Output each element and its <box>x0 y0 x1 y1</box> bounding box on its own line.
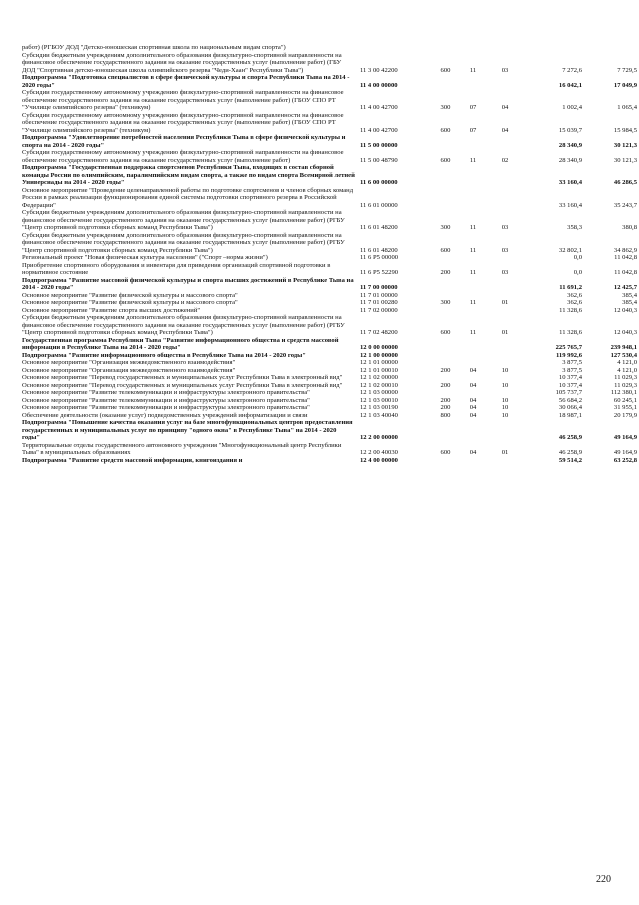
cell-v2: 34 862,9 <box>613 246 637 254</box>
cell-name: Основное мероприятие "Развитие физической культуры и массового спорта" <box>22 299 238 306</box>
cell-v1: 358,3 <box>567 224 582 231</box>
cell-rz: 11 <box>469 329 477 336</box>
cell-code: 11 7 00 00000 <box>360 284 398 291</box>
cell-name: Основное мероприятие "Организация межведомственного взаимодействия" <box>22 359 236 366</box>
cell-v1: 28 340,9 <box>558 141 582 149</box>
cell-code: 12 1 02 00000 <box>360 374 398 381</box>
cell-pr: 01 <box>501 449 509 456</box>
cell-v1: 3 877,5 <box>562 366 582 374</box>
cell-code: 11 5 00 00000 <box>360 141 398 149</box>
cell-code: 12 1 00 00000 <box>360 351 398 359</box>
budget-table <box>0 44 639 464</box>
cell-name: Подпрограмма "Развитие средств массовой информации, книгоиздания и <box>22 456 243 464</box>
cell-v2: 15 984,5 <box>613 126 637 134</box>
cell-rz: 11 <box>469 156 477 164</box>
cell-v1: 225 765,7 <box>555 344 582 351</box>
cell-v1: 10 377,4 <box>558 381 582 389</box>
cell-v1: 3 877,5 <box>562 359 582 366</box>
cell-name: Основное мероприятие "Организация межведомственного взаимодействия" <box>22 366 236 374</box>
cell-v2: 12 040,3 <box>613 329 637 336</box>
cell-name: Основное мероприятие "Развитие телекоммуникации и инфраструктуры электронного правительства" <box>22 404 310 411</box>
table-row <box>0 232 639 255</box>
table-row <box>0 457 639 465</box>
cell-v1: 56 684,2 <box>558 396 582 404</box>
table-row <box>0 164 639 187</box>
table-row <box>0 419 639 442</box>
table-row <box>0 187 639 210</box>
table-row <box>0 374 639 382</box>
table-row <box>0 352 639 360</box>
cell-code: 12 1 03 40040 <box>360 411 398 419</box>
cell-v1: 105 737,7 <box>555 389 582 396</box>
cell-name: Подпрограмма "Государственная поддержка спортсменов Республики Тыва, входящих в состав сборной команды России по олимпийским, паралимпийским видам спорта, а также по видам спорта Всемирной летней Универсиады на 2014 - 2020 годы" <box>22 164 355 186</box>
cell-v2: 30 121,3 <box>613 141 637 149</box>
cell-name: Субсидии государственному автономному учреждению физкультурно-спортивной направленности на финансовое обеспечение государственного задания на оказание государственных услуг (выполнение работ) <box>22 149 344 164</box>
cell-name: Основное мероприятие "Проведение целенаправленной работы по подготовке спортсменов и членов сборных команд России в рамках реализации функционирования единой системы подготовки спортивного резерва в Российской Федерации" <box>22 186 354 209</box>
table-row <box>0 254 639 262</box>
cell-v1: 32 802,1 <box>558 246 582 254</box>
cell-code: 11 7 02 48200 <box>360 329 398 336</box>
cell-name: Государственная программа Республики Тыва "Развитие информационного общества и средств массовой информации в Республике Тыва на 2014 - 2020 годы" <box>22 336 339 351</box>
cell-name: Подпрограмма "Подготовка специалистов в сфере физической культуры и спорта Республики Тыва на 2014 - 2020 годы" <box>22 74 350 89</box>
cell-pr: 03 <box>501 246 509 254</box>
cell-rz: 04 <box>469 411 477 419</box>
cell-name: Субсидии бюджетным учреждениям дополнительного образования физкультурно-спортивной направленности на финансовое обеспечение государственного задания на оказание государственных услуг (выполнение работ) (ГБУ ДОД "Спортивная детско-юношеская школа олимпийского резерва "Чеди-Хаан" Республики Тыва") <box>22 51 342 74</box>
table-row <box>0 367 639 375</box>
cell-name: Подпрограмма "Развитие массовой физической культуры и спорта высших достижений в Республике Тыва на 2014 - 2020 годы" <box>22 276 354 291</box>
cell-pr: 04 <box>501 126 509 134</box>
cell-name: Субсидии государственному автономному учреждению физкультурно-спортивной направленности на финансовое обеспечение государственного задания на оказание государственных услуг (выполнение работ) (ГБОУ СПО РТ "Училище олимпийского резерва" (техникум) <box>22 111 344 134</box>
cell-rz: 11 <box>469 299 477 306</box>
table-row <box>0 397 639 405</box>
cell-name: Субсидии бюджетным учреждениям дополнительного образования физкультурно-спортивной направленности на финансовое обеспечение государственного задания на оказание государственных услуг (выполнение работ) (РГБУ "Центр спортивной подготовки сборных команд Республики Тыва") <box>22 314 345 336</box>
cell-code: 11 3 00 42200 <box>360 66 398 74</box>
cell-v2: 12 425,7 <box>613 284 637 291</box>
cell-name: Основное мероприятие "Развитие физической культуры и массового спорта" <box>22 291 238 299</box>
table-row <box>0 44 639 52</box>
cell-rz: 04 <box>469 449 477 456</box>
cell-v2: 380,8 <box>622 224 637 231</box>
table-row <box>0 404 639 412</box>
cell-code: 12 1 01 00010 <box>360 366 398 374</box>
cell-vr: 300 <box>440 224 451 231</box>
table-row <box>0 307 639 315</box>
cell-name: Подпрограмма "Удовлетворение потребностей населения Республики Тыва в сфере физической культуры и спорта на 2014 - 2020 годы" <box>22 134 346 149</box>
cell-code: 11 6 P5 52290 <box>360 269 399 276</box>
cell-v1: 46 258,9 <box>558 434 582 441</box>
cell-vr: 600 <box>440 66 451 74</box>
cell-name: Территориальные отделы государственного автономного учреждения "Многофункциональный центр Республики Тыва" в муниципальных образованиях <box>22 441 342 456</box>
cell-v2: 112 380,1 <box>610 389 637 396</box>
cell-v1: 362,6 <box>567 291 582 299</box>
cell-v2: 11 042,8 <box>614 269 637 276</box>
cell-code: 12 0 00 00000 <box>360 344 398 351</box>
cell-pr: 10 <box>501 404 509 411</box>
cell-v2: 31 955,1 <box>613 404 637 411</box>
cell-pr: 10 <box>501 366 509 374</box>
cell-v1: 46 258,9 <box>558 449 582 456</box>
cell-code: 11 7 01 00000 <box>360 291 398 299</box>
table-row <box>0 89 639 112</box>
cell-pr: 10 <box>501 411 509 419</box>
cell-v2: 11 029,3 <box>614 374 637 381</box>
cell-vr: 200 <box>440 404 451 411</box>
cell-v2: 17 049,9 <box>613 81 637 89</box>
cell-v2: 239 948,1 <box>610 344 637 351</box>
cell-v2: 35 243,7 <box>613 201 637 209</box>
cell-rz: 04 <box>469 381 477 389</box>
cell-name: Субсидии бюджетным учреждениям дополнительного образования физкультурно-спортивной направленности на финансовое обеспечение государственного задания на оказание государственных услуг (выполнение работ) (РГБУ "Центр спортивной подготовки сборных команд Республики Тыва") <box>22 209 345 231</box>
cell-vr: 600 <box>440 156 451 164</box>
cell-v2: 60 245,1 <box>613 396 637 404</box>
cell-name: работ) (РГБОУ ДОД "Детско-юношеская спортивная школа по национальным видам спорта") <box>22 44 286 51</box>
cell-v1: 28 340,9 <box>558 156 582 164</box>
cell-v1: 11 691,2 <box>559 284 582 291</box>
cell-name: Подпрограмма "Развитие информационного общества в Республике Тыва на 2014 - 2020 годы" <box>22 351 306 359</box>
cell-name: Субсидии бюджетным учреждениям дополнительного образования физкультурно-спортивной направленности на финансовое обеспечение государственного задания на оказание государственных услуг (выполнение работ) (РГБУ "Центр спортивной подготовки сборных команд Республики Тыва") <box>22 231 345 254</box>
cell-v2: 4 121,0 <box>617 359 637 366</box>
cell-pr: 01 <box>501 329 509 336</box>
cell-code: 11 4 00 42700 <box>360 104 398 111</box>
table-row <box>0 209 639 232</box>
cell-v1: 7 272,6 <box>562 66 582 74</box>
cell-code: 12 1 03 00010 <box>360 396 398 404</box>
table-row <box>0 149 639 164</box>
cell-rz: 04 <box>469 396 477 404</box>
cell-v2: 385,4 <box>622 299 637 306</box>
cell-v2: 1 065,4 <box>617 104 637 111</box>
cell-v1: 1 002,4 <box>562 104 582 111</box>
cell-v1: 0,0 <box>573 269 582 276</box>
table-row <box>0 337 639 352</box>
cell-code: 12 1 01 00000 <box>360 359 398 366</box>
cell-vr: 200 <box>440 269 451 276</box>
cell-vr: 300 <box>440 104 451 111</box>
cell-code: 12 2 00 00000 <box>360 434 398 441</box>
cell-vr: 600 <box>440 126 451 134</box>
cell-code: 12 1 03 00190 <box>360 404 398 411</box>
cell-name: Обеспечение деятельности (оказание услуг) подведомственных учреждений информатизации и связи <box>22 411 308 419</box>
cell-code: 11 6 01 48200 <box>360 246 398 254</box>
cell-v1: 15 039,7 <box>558 126 582 134</box>
cell-name: Подпрограмма "Повышение качества оказания услуг на базе многофункциональных центров предоставления государственных и муниципальных услуг по принципу "одного окна" в Республике Тыва" на 2014 - 2020 годы" <box>22 419 353 441</box>
cell-code: 11 7 01 00280 <box>360 299 398 306</box>
cell-vr: 600 <box>440 246 451 254</box>
cell-rz: 11 <box>469 246 477 254</box>
cell-code: 11 7 02 00000 <box>360 306 398 314</box>
cell-v1: 30 066,4 <box>558 404 582 411</box>
cell-v2: 49 164,9 <box>613 449 637 456</box>
cell-v2: 4 121,0 <box>617 366 637 374</box>
cell-name: Основное мероприятие "Развитие телекоммуникации и инфраструктуры электронного правительства" <box>22 396 310 404</box>
cell-code: 11 4 00 42700 <box>360 126 398 134</box>
cell-rz: 04 <box>469 404 477 411</box>
cell-v1: 11 328,6 <box>559 329 582 336</box>
cell-vr: 800 <box>440 411 451 419</box>
cell-code: 11 6 00 00000 <box>360 179 398 186</box>
cell-v2: 127 530,4 <box>610 351 637 359</box>
cell-pr: 10 <box>501 396 509 404</box>
table-row <box>0 112 639 135</box>
cell-pr: 01 <box>501 299 509 306</box>
table-row <box>0 74 639 89</box>
cell-pr: 02 <box>501 156 509 164</box>
table-row <box>0 442 639 457</box>
cell-code: 12 4 00 00000 <box>360 456 398 464</box>
cell-name: Основное мероприятие "Перевод государственных и муниципальных услуг Республики Тыва в электронный вид" <box>22 381 343 389</box>
table-row <box>0 292 639 300</box>
cell-v1: 10 377,4 <box>558 374 582 381</box>
cell-v1: 362,6 <box>567 299 582 306</box>
cell-v2: 7 729,5 <box>617 66 637 74</box>
cell-rz: 04 <box>469 366 477 374</box>
cell-vr: 300 <box>440 299 451 306</box>
cell-name: Основное мероприятие "Перевод государственных и муниципальных услуг Республики Тыва в электронный вид" <box>22 374 343 381</box>
cell-v1: 33 160,4 <box>558 179 582 186</box>
cell-code: 12 1 03 00000 <box>360 389 398 396</box>
cell-v2: 11 042,8 <box>614 254 637 261</box>
cell-rz: 07 <box>469 126 477 134</box>
cell-code: 11 6 01 00000 <box>360 201 398 209</box>
cell-rz: 07 <box>469 104 477 111</box>
cell-v2: 11 029,3 <box>614 381 637 389</box>
cell-name: Основное мероприятие "Развитие телекоммуникации и инфраструктуры электронного правительства" <box>22 389 310 396</box>
cell-vr: 200 <box>440 396 451 404</box>
table-row <box>0 412 639 420</box>
table-row <box>0 382 639 390</box>
cell-rz: 11 <box>469 66 477 74</box>
cell-v2: 12 040,3 <box>613 306 637 314</box>
cell-code: 11 6 01 48200 <box>360 224 398 231</box>
cell-code: 12 2 00 40030 <box>360 449 398 456</box>
cell-pr: 03 <box>501 66 509 74</box>
cell-code: 11 6 P5 00000 <box>360 254 399 261</box>
cell-vr: 600 <box>440 329 451 336</box>
cell-v1: 0,0 <box>573 254 582 261</box>
cell-rz: 11 <box>469 224 477 231</box>
cell-v2: 30 121,3 <box>613 156 637 164</box>
cell-code: 11 4 00 00000 <box>360 81 398 89</box>
cell-v1: 11 328,6 <box>559 306 582 314</box>
cell-v1: 16 042,1 <box>558 81 582 89</box>
table-row <box>0 389 639 397</box>
cell-pr: 03 <box>501 224 509 231</box>
cell-v1: 18 987,1 <box>558 411 582 419</box>
table-row <box>0 134 639 149</box>
table-row <box>0 359 639 367</box>
cell-v2: 385,4 <box>622 291 637 299</box>
cell-code: 11 5 00 48790 <box>360 156 398 164</box>
cell-code: 12 1 02 00010 <box>360 381 398 389</box>
cell-v1: 59 514,2 <box>558 456 582 464</box>
cell-vr: 600 <box>440 449 451 456</box>
cell-name: Приобретение спортивного оборудования и инвентаря для приведения организаций спортивной подготовки в нормативное состояние <box>22 261 331 276</box>
cell-v2: 49 164,9 <box>613 434 637 441</box>
cell-v1: 33 160,4 <box>558 201 582 209</box>
cell-name: Региональный проект "Новая физическая культура населения" ("Спорт –норма жизни") <box>22 254 268 261</box>
table-row <box>0 277 639 292</box>
table-row <box>0 299 639 307</box>
cell-pr: 03 <box>501 269 509 276</box>
table-row <box>0 314 639 337</box>
cell-name: Субсидии государственному автономному учреждению физкультурно-спортивной направленности на финансовое обеспечение государственного задания на оказание государственных услуг (выполнение работ) (ГБОУ СПО РТ "Училище олимпийского резерва" (техникум) <box>22 89 344 111</box>
cell-v1: 119 992,6 <box>555 351 582 359</box>
table-row <box>0 52 639 75</box>
cell-name: Основное мероприятие "Развитие спорта высших достижений" <box>22 306 201 314</box>
cell-rz: 11 <box>469 269 477 276</box>
cell-pr: 04 <box>501 104 509 111</box>
cell-v2: 46 286,5 <box>613 179 637 186</box>
cell-pr: 10 <box>501 381 509 389</box>
cell-v2: 20 179,9 <box>613 411 637 419</box>
cell-v2: 63 252,8 <box>613 456 637 464</box>
cell-vr: 200 <box>440 366 451 374</box>
page-number: 220 <box>596 874 611 885</box>
table-row <box>0 262 639 277</box>
cell-vr: 200 <box>440 381 451 389</box>
